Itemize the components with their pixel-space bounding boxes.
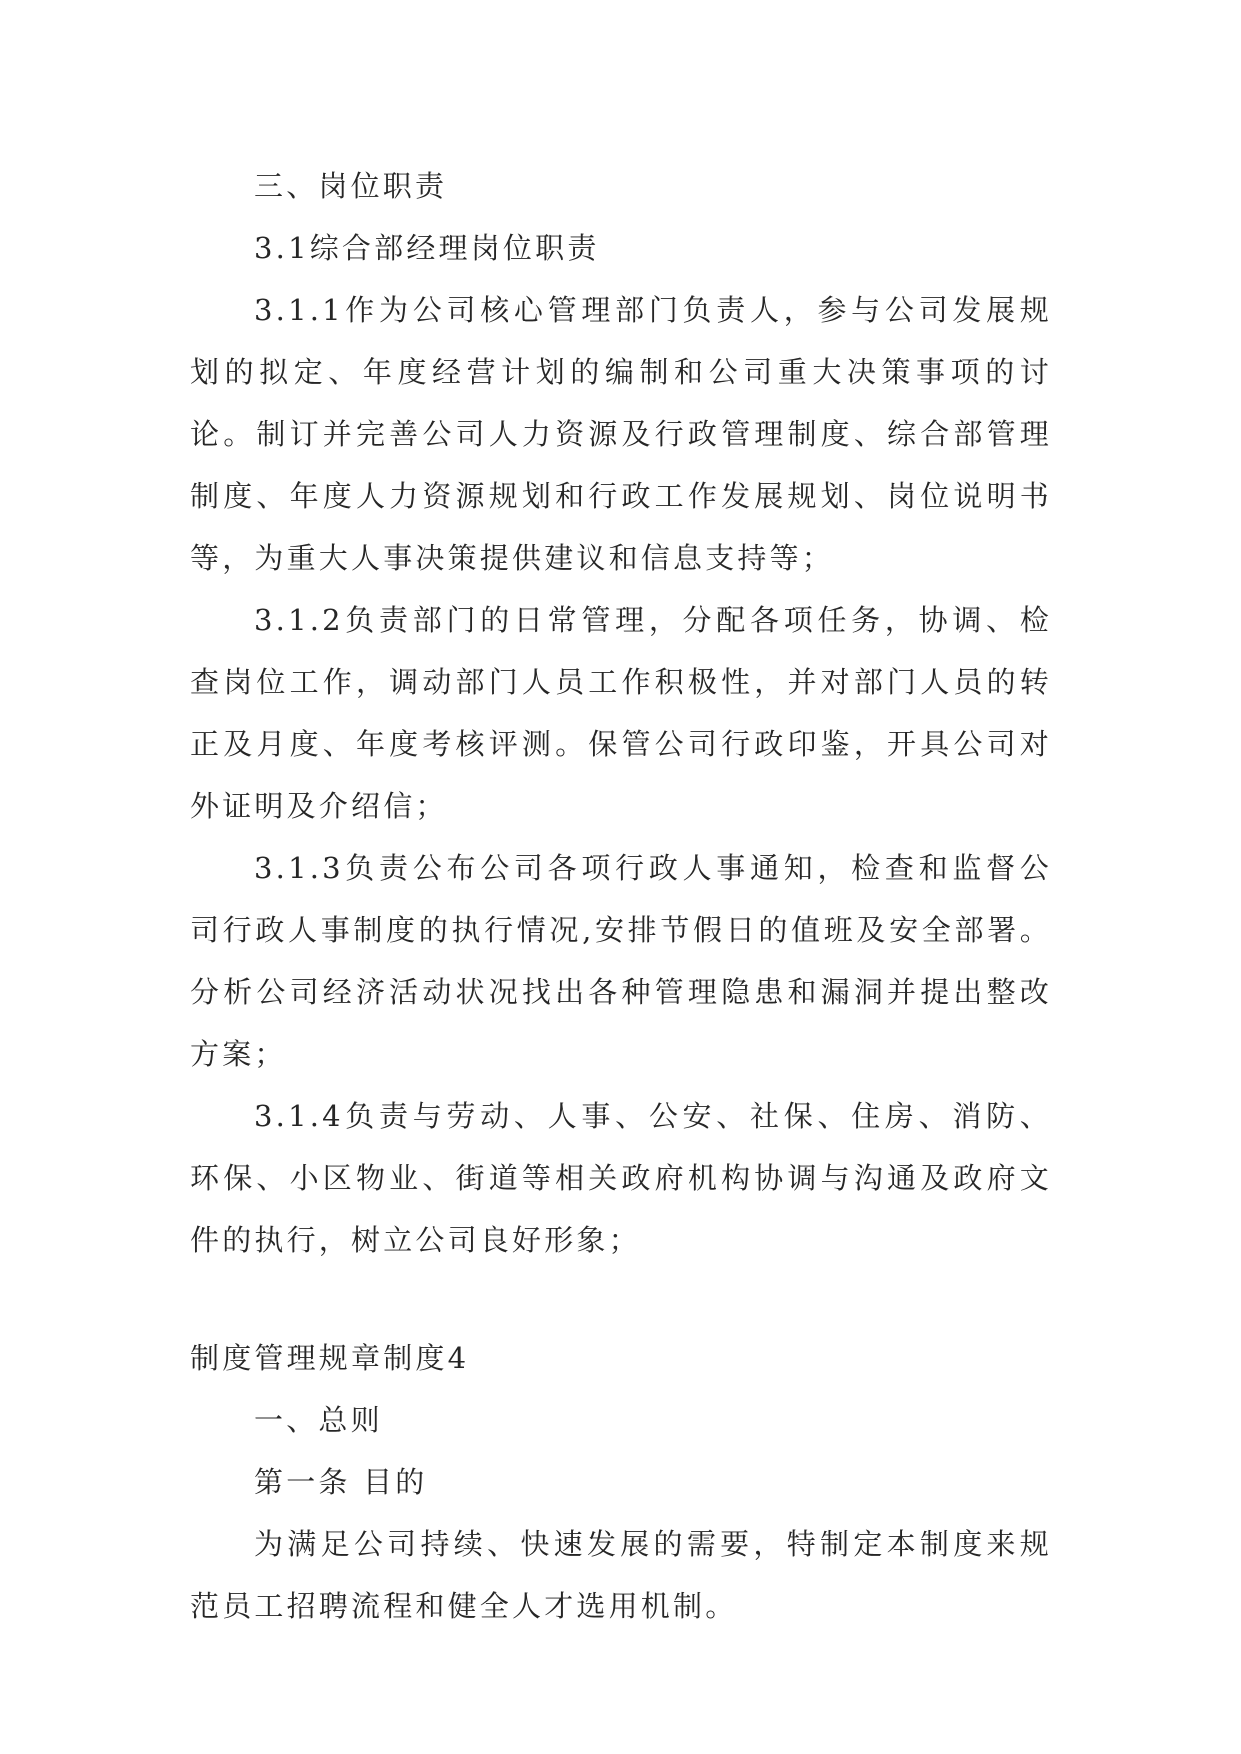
paragraph-3-1-2: 3.1.2负责部门的日常管理，分配各项任务，协调、检查岗位工作，调动部门人员工作积极性，并对部门人员的转正及月度、年度考核评测。保管公司行政印鉴，开具公司对外证明及介绍信； [190,603,1052,823]
heading-job-duties: 三、岗位职责 [254,169,448,203]
paragraph-3-1-4: 3.1.4负责与劳动、人事、公安、社保、住房、消防、环保、小区物业、街道等相关政府机构协调与沟通及政府文件的执行，树立公司良好形象； [190,1099,1052,1257]
document-body [190,155,1052,1637]
paragraph-3-1-1: 3.1.1作为公司核心管理部门负责人，参与公司发展规划的拟定、年度经营计划的编制和公司重大决策事项的讨论。制订并完善公司人力资源及行政管理制度、综合部管理制度、年度人力资源规划和行政工作发展规划、岗位说明书等，为重大人事决策提供建议和信息支持等； [190,293,1052,575]
heading-general-provisions: 一、总则 [254,1403,383,1437]
section-spacer [190,1271,1052,1327]
paragraph-purpose: 为满足公司持续、快速发展的需要，特制定本制度来规范员工招聘流程和健全人才选用机制。 [190,1527,1052,1623]
paragraph-3-1-3: 3.1.3负责公布公司各项行政人事通知，检查和监督公司行政人事制度的执行情况,安排节假日的值班及安全部署。分析公司经济活动状况找出各种管理隐患和漏洞并提出整改方案； [190,851,1052,1071]
article-one-purpose: 第一条 目的 [254,1465,428,1499]
section-title: 制度管理规章制度4 [190,1341,470,1375]
subheading-manager-duties: 3.1综合部经理岗位职责 [254,231,600,265]
